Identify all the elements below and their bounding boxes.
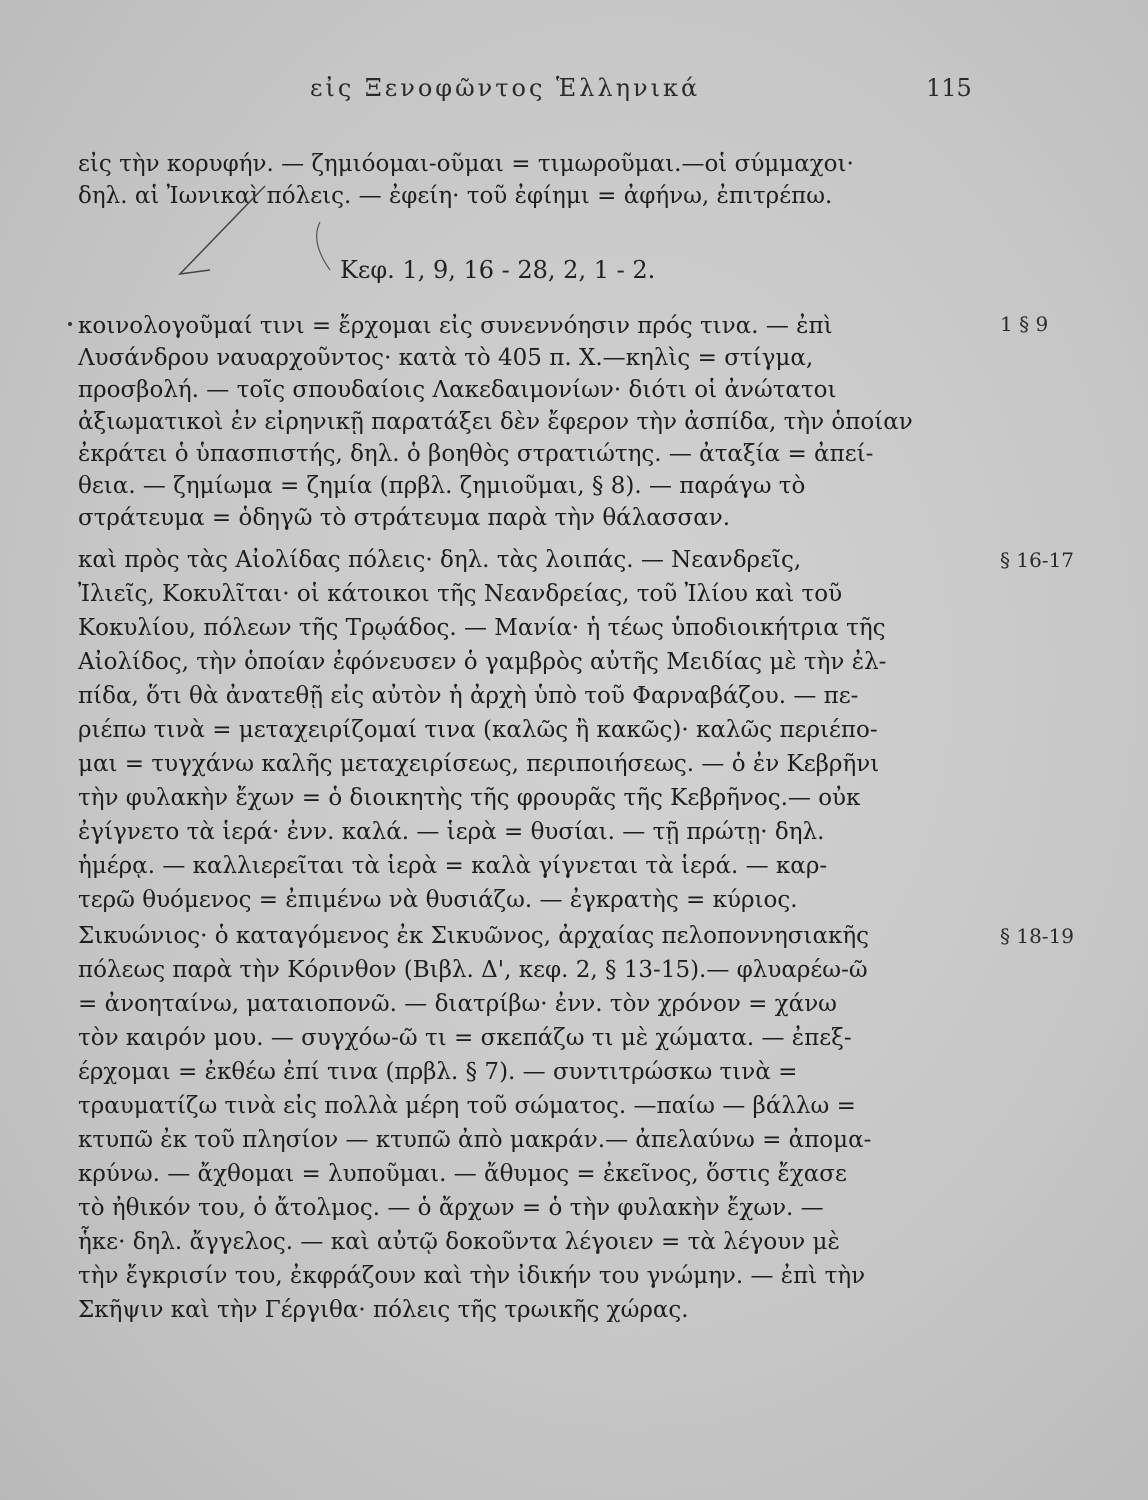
text-line: ἀξιωματικοὶ ἐν εἰρηνικῇ παρατάξει δὲν ἔφερον τὴν ἀσπίδα, τὴν ὁποίαν <box>78 409 913 435</box>
text-line: κοινολογοῦμαί τινι = ἔρχομαι εἰς συνεννόησιν πρός τινα. — ἐπὶ <box>78 313 833 339</box>
text-line: τὴν ἔγκρισίν του, ἐκφράζουν καὶ τὴν ἰδικήν του γνώμην. — ἐπὶ τὴν <box>78 1263 866 1289</box>
text-line: ἧκε· δηλ. ἄγγελος. — καὶ αὐτῷ δοκοῦντα λέγοιεν = τὰ λέγουν μὲ <box>78 1229 840 1255</box>
text-line: εἰς τὴν κορυφήν. — ζημιόομαι-οῦμαι = τιμωροῦμαι.—οἱ σύμμαχοι· <box>78 151 854 177</box>
text-line: Λυσάνδρου ναυαρχοῦντος· κατὰ τὸ 405 π. Χ.—κηλὶς = στίγμα, <box>78 345 814 371</box>
text-line: τερῶ θυόμενος = ἐπιμένω νὰ θυσιάζω. — ἐγκρατὴς = κύριος. <box>78 887 798 913</box>
text-line: Αἰολίδος, τὴν ὁποίαν ἐφόνευσεν ὁ γαμβρὸς αὐτῆς Μειδίας μὲ τὴν ἐλ- <box>78 649 887 675</box>
text-line: Σκῆψιν καὶ τὴν Γέργιθα· πόλεις τῆς τρωικῆς χώρας. <box>78 1297 689 1323</box>
text-line: θεια. — ζημίωμα = ζημία (πρβλ. ζημιοῦμαι, § 8). — παράγω τὸ <box>78 473 806 499</box>
text-line: στράτευμα = ὁδηγῶ τὸ στράτευμα παρὰ τὴν θάλασσαν. <box>78 505 731 531</box>
running-title: εἰς Ξενοφῶντος Ἑλληνικά <box>310 74 701 102</box>
text-line: μαι = τυγχάνω καλῆς μεταχειρίσεως, περιποιήσεως. — ὁ ἐν Κεβρῆνι <box>78 751 880 777</box>
pen-mark-icon <box>170 182 340 282</box>
text-line: ἡμέρᾳ. — καλλιερεῖται τὰ ἱερὰ = καλὰ γίγνεται τὰ ἱερά. — καρ- <box>78 853 828 879</box>
margin-reference: 1 § 9 <box>1000 312 1049 336</box>
text-line: πίδα, ὅτι θὰ ἀνατεθῇ εἰς αὐτὸν ἡ ἀρχὴ ὑπὸ τοῦ Φαρναβάζου. — πε- <box>78 683 859 709</box>
text-line: έρχομαι = ἐκθέω ἐπί τινα (πρβλ. § 7). — συντιτρώσκω τινὰ = <box>78 1059 798 1085</box>
text-line: πόλεως παρὰ τὴν Κόρινθον (Βιβλ. Δ', κεφ. 2, § 13-15).— φλυαρέω-ῶ <box>78 957 868 983</box>
text-line: Ἰλιεῖς, Κοκυλῖται· οἱ κάτοικοι τῆς Νεανδρείας, τοῦ Ἰλίου καὶ τοῦ <box>78 581 843 607</box>
text-line: κρύνω. — ἄχθομαι = λυποῦμαι. — ἄθυμος = ἐκεῖνος, ὅστις ἔχασε <box>78 1161 847 1187</box>
text-line: = ἀνοηταίνω, ματαιοπονῶ. — διατρίβω· ἐνν. τὸν χρόνον = χάνω <box>78 991 837 1017</box>
text-line: τὴν φυλακὴν ἔχων = ὁ διοικητὴς τῆς φρουρᾶς τῆς Κεβρῆνος.— οὐκ <box>78 785 861 811</box>
text-line: ἐκράτει ὁ ὑπασπιστής, δηλ. ὁ βοηθὸς στρατιώτης. — ἀταξία = ἀπεί- <box>78 441 874 467</box>
margin-reference: § 16-17 <box>1000 548 1075 572</box>
text-line: προσβολή. — τοῖς σπουδαίοις Λακεδαιμονίων· διότι οἱ ἀνώτατοι <box>78 377 837 403</box>
section-heading: Κεφ. 1, 9, 16 - 28, 2, 1 - 2. <box>340 256 656 284</box>
text-line: τὸν καιρόν μου. — συγχόω-ῶ τι = σκεπάζω τι μὲ χώματα. — ἐπεξ- <box>78 1025 852 1051</box>
text-line: Σικυώνιος· ὁ καταγόμενος ἐκ Σικυῶνος, ἀρχαίας πελοποννησιακῆς <box>78 923 870 949</box>
text-line: τραυματίζω τινὰ εἰς πολλὰ μέρη τοῦ σώματος. —παίω — βάλλω = <box>78 1093 856 1119</box>
text-line: τὸ ἠθικόν του, ὁ ἄτολμος. — ὁ ἄρχων = ὁ τὴν φυλακὴν ἔχων. — <box>78 1195 824 1221</box>
page-number: 115 <box>926 74 972 102</box>
text-line: δηλ. αἱ Ἰωνικαὶ πόλεις. — ἐφείη· τοῦ ἐφίημι = ἀφήνω, ἐπιτρέπω. <box>78 183 833 209</box>
text-line: κτυπῶ ἐκ τοῦ πλησίον — κτυπῶ ἀπὸ μακράν.— ἀπελαύνω = ἀπομα- <box>78 1127 872 1153</box>
text-line: ριέπω τινὰ = μεταχειρίζομαί τινα (καλῶς ἢ κακῶς)· καλῶς περιέπο- <box>78 717 878 743</box>
margin-reference: § 18-19 <box>1000 924 1075 948</box>
page-header <box>0 74 1148 108</box>
text-line: καὶ πρὸς τὰς Αἰολίδας πόλεις· δηλ. τὰς λοιπάς. — Νεανδρεῖς, <box>78 547 802 573</box>
text-line: ἐγίγνετο τὰ ἱερά· ἐνν. καλά. — ἱερὰ = θυσίαι. — τῇ πρώτῃ· δηλ. <box>78 819 825 845</box>
margin-dot-mark <box>68 322 72 326</box>
text-line: Κοκυλίου, πόλεων τῆς Τρῳάδος. — Μανία· ἡ τέως ὑποδιοικήτρια τῆς <box>78 615 886 641</box>
